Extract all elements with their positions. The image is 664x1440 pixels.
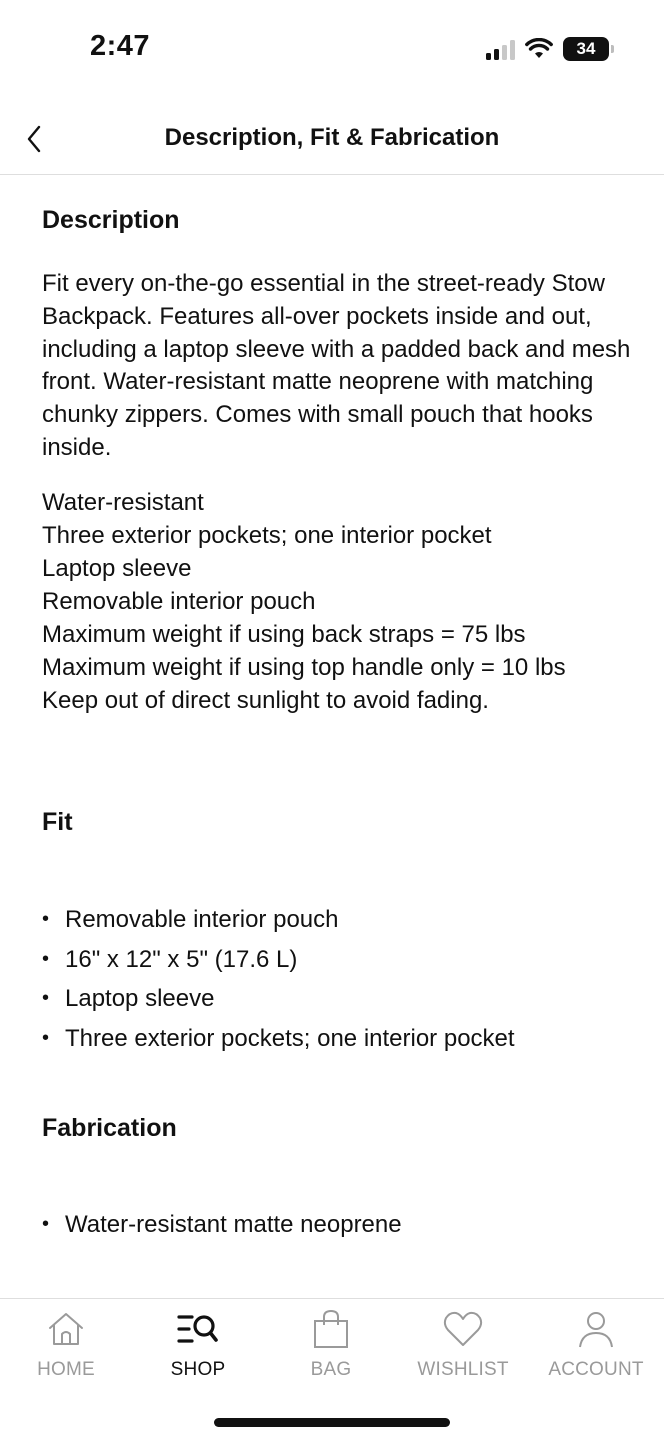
list-item: • Removable interior pouch — [42, 900, 632, 940]
feature-line: Maximum weight if using top handle only = 10 lbs — [42, 654, 566, 681]
list-item: • Water-resistant matte neoprene — [42, 1205, 632, 1245]
status-time: 2:47 — [90, 30, 151, 62]
feature-line: Maximum weight if using back straps = 75 lbs — [42, 621, 526, 648]
fit-heading: Fit — [42, 808, 73, 836]
feature-line: Keep out of direct sunlight to avoid fading. — [42, 687, 489, 714]
tab-home[interactable] — [6, 1309, 126, 1379]
cellular-signal-icon — [486, 38, 515, 60]
status-bar — [0, 0, 664, 100]
tab-label: HOME — [37, 1359, 95, 1380]
page-title: Description, Fit & Fabrication — [164, 124, 500, 151]
fabrication-heading: Fabrication — [42, 1114, 177, 1142]
fabrication-list — [42, 1205, 632, 1245]
tab-label: WISHLIST — [417, 1359, 509, 1380]
status-icons — [486, 36, 609, 62]
description-text: Fit every on-the-go essential in the street-ready Stow Backpack. Features all-over pockets inside and out, including a laptop sleeve with a padded back and mesh front. Water-resistant matte neoprene with matching chunky zippers. Comes with small pouch that hooks inside. — [42, 270, 631, 461]
bag-icon — [311, 1309, 351, 1349]
tab-shop[interactable] — [138, 1309, 258, 1379]
fit-list — [42, 900, 632, 1058]
home-icon — [46, 1309, 86, 1349]
feature-line: Three exterior pockets; one interior pocket — [42, 522, 492, 549]
tab-account[interactable] — [536, 1309, 656, 1379]
battery-level: 34 — [576, 39, 596, 58]
wifi-icon — [525, 38, 553, 60]
header — [0, 100, 664, 175]
list-item: • Three exterior pockets; one interior pocket — [42, 1019, 632, 1059]
description-features — [42, 486, 632, 717]
feature-line: Removable interior pouch — [42, 588, 316, 615]
home-indicator[interactable] — [214, 1418, 450, 1427]
tab-label: ACCOUNT — [548, 1359, 644, 1380]
shop-search-icon — [176, 1309, 220, 1349]
tab-wishlist[interactable] — [403, 1309, 523, 1379]
heart-icon — [442, 1309, 484, 1349]
battery-icon — [563, 37, 609, 61]
tab-label: SHOP — [170, 1359, 226, 1380]
feature-line: Laptop sleeve — [42, 555, 192, 582]
description-heading: Description — [42, 206, 180, 234]
feature-line: Water-resistant — [42, 489, 204, 516]
tab-bag[interactable] — [271, 1309, 391, 1379]
person-icon — [576, 1309, 616, 1349]
list-item: • 16" x 12" x 5" (17.6 L) — [42, 940, 632, 980]
list-item: • Laptop sleeve — [42, 979, 632, 1019]
tab-label: BAG — [310, 1359, 352, 1380]
